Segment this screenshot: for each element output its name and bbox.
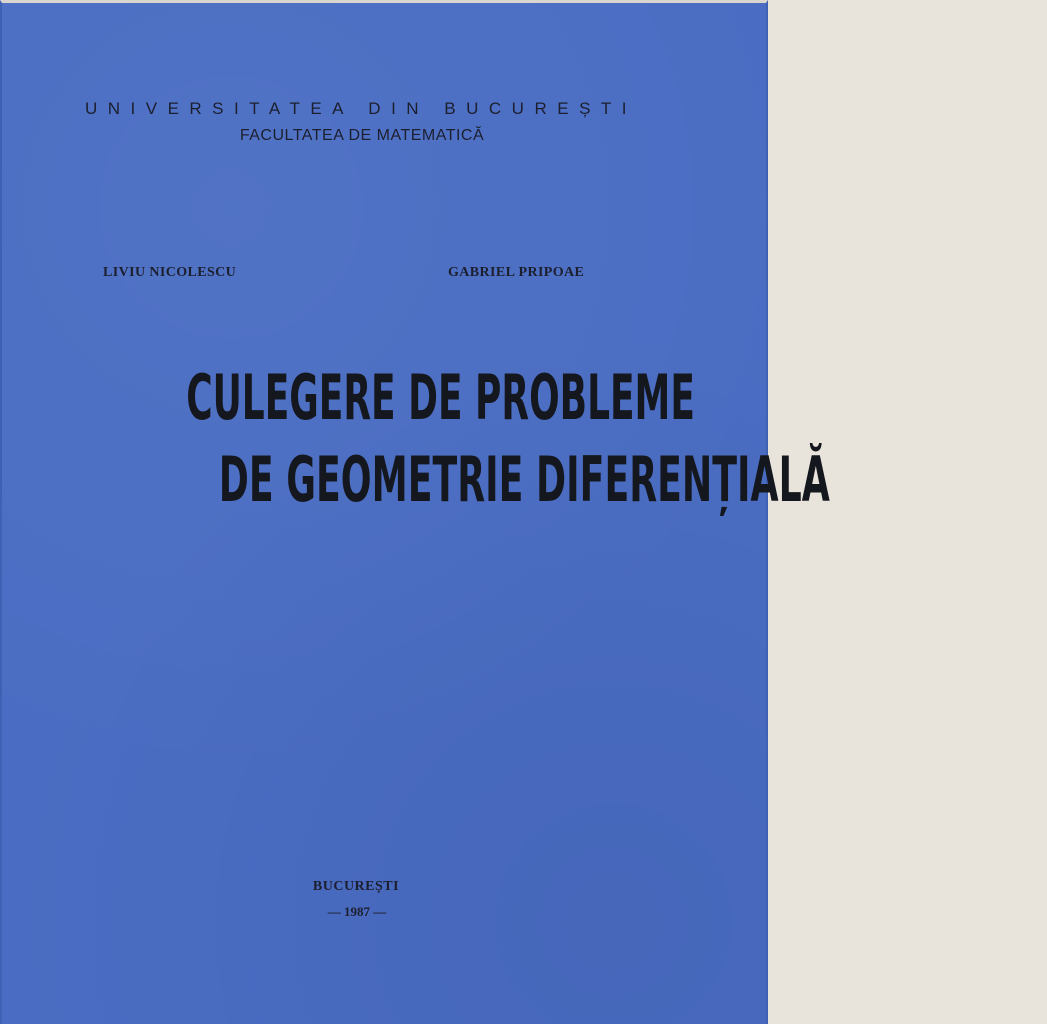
publication-year: — 1987 —	[327, 904, 387, 919]
book-title	[2, 361, 722, 434]
book-title	[2, 443, 830, 516]
title-line: CULEGERE DE PROBLEME	[186, 361, 695, 434]
author-name: GABRIEL PRIPOAE	[448, 265, 585, 280]
title-line: DE GEOMETRIE DIFERENȚIALĂ	[218, 443, 830, 516]
publication-city: BUCUREȘTI	[312, 879, 400, 894]
author-name: LIVIU NICOLESCU	[103, 265, 237, 280]
university-name: UNIVERSITATEA DIN BUCUREȘTI	[84, 99, 638, 118]
faculty-name: FACULTATEA DE MATEMATICĂ	[239, 127, 485, 144]
